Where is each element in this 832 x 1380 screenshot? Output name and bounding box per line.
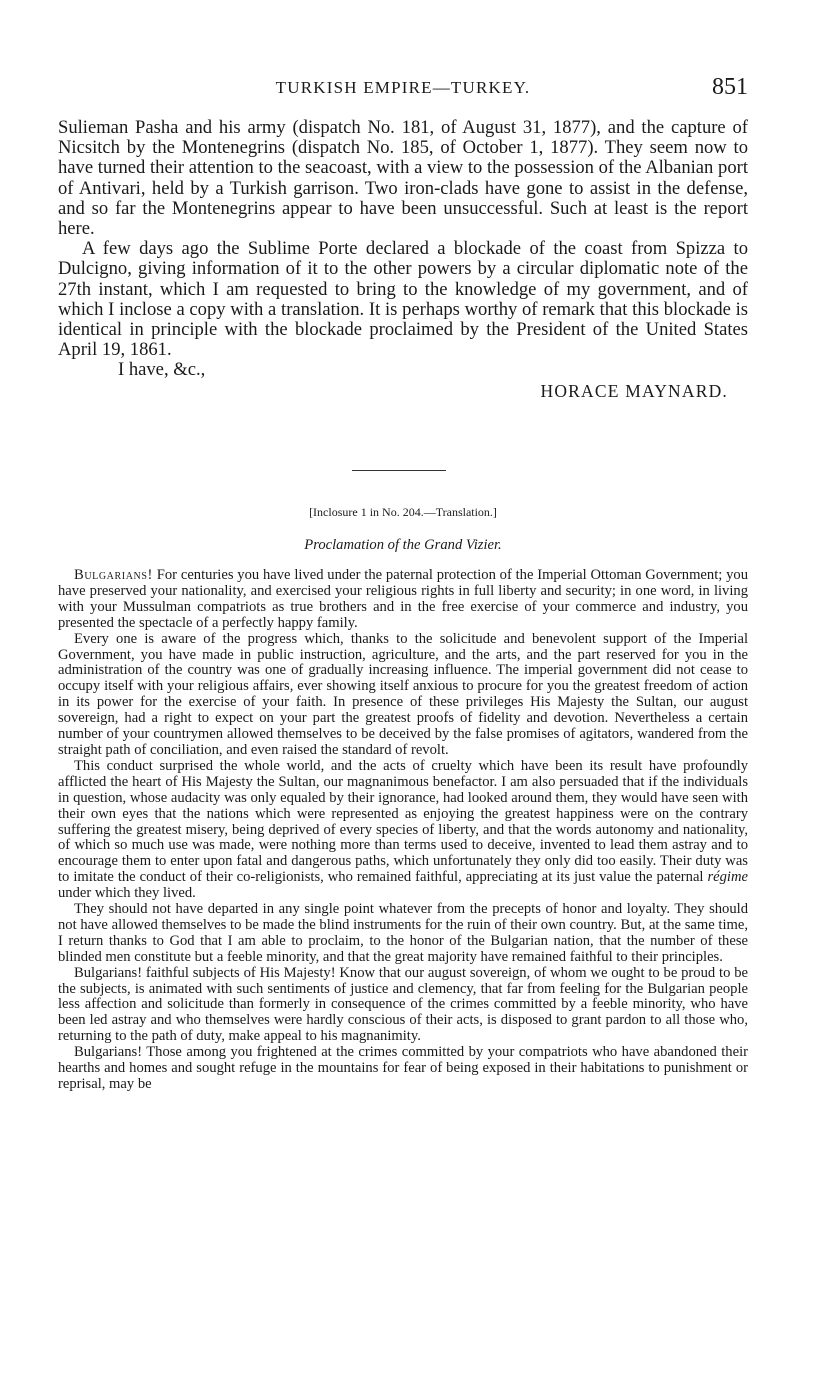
proclamation-regime-italic: régime: [707, 869, 748, 886]
running-head: [58, 74, 748, 102]
proclamation-paragraph-5: Bulgarians! faithful subjects of His Majesty! Know that our august sovereign, of whom we ought to be proud to be the subjects, is animated with such sentiments of justice and clemency, that far from feeling for the Bulgarian people less affection and solicitude than formerly in consequence of the crimes committed by a feeble minority, who have been led astray and who themselves were hardly conscious of their acts, is disposed to grant pardon to all those who, returning to the path of duty, make appeal to his magnanimity.: [58, 964, 748, 1045]
letter-body: [58, 118, 748, 401]
proclamation-paragraph-2: Every one is aware of the progress which, thanks to the solicitude and benevolent support of the Imperial Government, you have made in public instruction, agriculture, and the arts, and the part reserved for you in the administration of the country was one of gradually increasing influence. The imperial government did not cease to occupy itself with your religious affairs, ever showing itself anxious to procure for you the greatest freedom of action in its power for the exercise of your faith. In presence of these privileges His Majesty the Sultan, our august sovereign, had a right to expect on your part the greatest proofs of fidelity and devotion. Nevertheless a certain number of your countrymen allowed themselves to be deceived by the false promises of agitators, wandered from the straight path of conciliation, and even raised the standard of revolt.: [58, 630, 748, 758]
proclamation-paragraph-6: Bulgarians! Those among you frightened at the crimes committed by your compatriots who have abandoned their hearths and homes and sought refuge in the mountains for fear of being exposed in their habitations to punishment or reprisal, may be: [58, 1044, 748, 1092]
proclamation-paragraph-4: They should not have departed in any single point whatever from the precepts of honor and loyalty. They should not have allowed themselves to be made the blind instruments for the ruin of their own country. But, at the same time, I return thanks to God that I am able to proclaim, to the honor of the Bulgarian nation, that the number of these blinded men constitute but a feeble minority, and that the great majority have remained faithful to their principles.: [58, 901, 748, 965]
inclosure-heading: [Inclosure 1 in No. 204.—Translation.]: [309, 505, 497, 519]
proclamation-body: [58, 568, 748, 1093]
letter-paragraph-2: A few days ago the Sublime Porte declared a blockade of the coast from Spizza to Dulcigno, giving information of it to the other powers by a circular diplomatic note of the 27th instant, which I am requested to bring to the knowledge of my government, and of which I inclose a copy with a translation. It is perhaps worthy of remark that this blockade is identical in principle with the blockade proclaimed by the President of the United States April 19, 1861.: [58, 238, 748, 361]
proclamation-title: Proclamation of the Grand Vizier.: [304, 537, 502, 553]
running-title: TURKISH EMPIRE—TURKEY.: [275, 78, 531, 97]
proclamation-salutation: Bulgarians!: [74, 567, 153, 583]
proclamation-paragraph-3-text-a: This conduct surprised the whole world, and the acts of cruelty which have been its result have profoundly afflicted the heart of His Majesty the Sultan, our magnanimous benefactor. I am also persuaded that if the individuals in question, whose audacity was only equaled by their ignorance, had looked around them, they would have seen with their own eyes that the nations which were represented as enjoying the greatest happiness were on the contrary suffering the greatest misery, being deprived of every species of liberty, and that the words autonomy and nationality, of which so much use was made, were nothing more than terms used to deceive, invented to lead them astray and to encourage them to enter upon fatal and dangerous paths, which unfortunately they only did too easily. Their duty was to imitate the conduct of their co-religionists, who remained faithful, appreciating at its just value the paternal: [58, 757, 748, 886]
letter-paragraph-1: Sulieman Pasha and his army (dispatch No. 181, of August 31, 1877), and the capture of Nicsitch by the Montenegrins (dispatch No. 185, of October 1, 1877). They seem now to have turned their attention to the seacoast, with a view to the possession of the Albanian port of Antivari, held by a Turkish garrison. Two iron-clads have gone to assist in the defense, and so far the Montenegrins appear to have been unsuccessful. Such at least is the report here.: [58, 117, 748, 240]
proclamation-paragraph-1: [58, 568, 748, 632]
letter-signature: HORACE MAYNARD.: [540, 380, 728, 401]
section-divider: [352, 470, 446, 471]
proclamation-paragraph-1-text: For centuries you have lived under the paternal protection of the Imperial Ottoman Government; you have preserved your nationality, and exercised your religious rights in full liberty and security; in one word, in living with your Mussulman compatriots as true brothers and in the free exercise of your commerce and industry, you presented the spectacle of a perfectly happy family.: [58, 567, 748, 631]
proclamation-paragraph-3: [58, 759, 748, 902]
page-number: 851: [712, 74, 748, 100]
proclamation-paragraph-3-text-b: under which they lived.: [58, 885, 196, 902]
letter-closing: I have, &c.,: [118, 359, 206, 381]
